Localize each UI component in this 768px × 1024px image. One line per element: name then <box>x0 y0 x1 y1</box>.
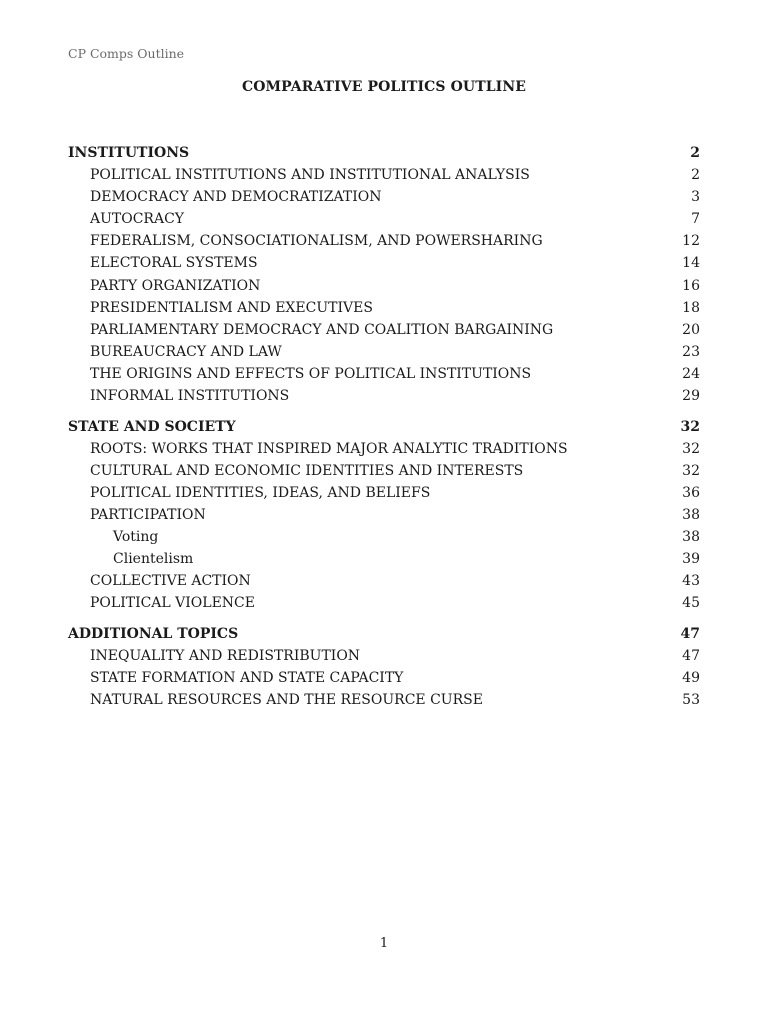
toc-entry-collective-action[interactable] <box>68 570 700 592</box>
toc-entry-page: 53 <box>682 692 700 709</box>
toc-entry-page: 32 <box>682 440 700 457</box>
toc-entry-page: 12 <box>682 233 700 250</box>
toc-entry-title: PARTY ORGANIZATION <box>90 277 261 294</box>
toc-entry-political-identities-ideas-and-beliefs[interactable] <box>68 482 700 504</box>
toc-entry-title: AUTOCRACY <box>90 211 185 228</box>
toc-entry-page: 23 <box>682 343 700 360</box>
toc-entry-title: INFORMAL INSTITUTIONS <box>90 388 290 405</box>
toc-entry-page: 39 <box>682 551 700 568</box>
running-header: CP Comps Outline <box>68 46 185 61</box>
toc-entry-presidentialism-and-executives[interactable] <box>68 297 700 319</box>
toc-entry-page: 36 <box>682 484 700 501</box>
toc-entry-page: 45 <box>682 595 700 612</box>
toc-entry-title: ELECTORAL SYSTEMS <box>90 255 258 272</box>
toc-entry-page: 2 <box>691 167 700 184</box>
toc-entry-the-origins-and-effects-of-political-institutions[interactable] <box>68 363 700 385</box>
toc-entry-party-organization[interactable] <box>68 275 700 297</box>
toc-entry-title: FEDERALISM, CONSOCIATIONALISM, AND POWERSHARING <box>90 233 543 250</box>
toc-entry-bureaucracy-and-law[interactable] <box>68 341 700 363</box>
toc-entry-title: THE ORIGINS AND EFFECTS OF POLITICAL INSTITUTIONS <box>90 365 532 382</box>
toc-entry-title: INSTITUTIONS <box>68 145 190 161</box>
toc-entry-title: COLLECTIVE ACTION <box>90 573 251 590</box>
toc-entry-page: 38 <box>682 507 700 523</box>
toc-entry-natural-resources-and-the-resource-curse[interactable] <box>68 689 700 711</box>
toc-entry-title: Clientelism <box>113 551 194 568</box>
toc-entry-title: DEMOCRACY AND DEMOCRATIZATION <box>90 189 382 206</box>
toc-heading-state-and-society[interactable] <box>68 416 700 438</box>
toc-entry-political-violence[interactable] <box>68 592 700 614</box>
toc-entry-page: 47 <box>682 648 700 665</box>
toc-entry-page: 32 <box>680 418 700 435</box>
toc-entry-page: 20 <box>682 321 700 338</box>
toc-section-additional-topics <box>68 623 700 711</box>
toc-entry-informal-institutions[interactable] <box>68 385 700 407</box>
toc-entry-title: NATURAL RESOURCES AND THE RESOURCE CURSE <box>90 692 483 709</box>
toc-entry-title: PRESIDENTIALISM AND EXECUTIVES <box>90 299 373 316</box>
toc-entry-page: 16 <box>682 277 700 294</box>
page-number: 1 <box>379 936 389 951</box>
toc-entry-page: 14 <box>682 255 700 272</box>
toc-entry-voting[interactable] <box>68 526 700 548</box>
toc-entry-roots-works-that-inspired-major-analytic-traditions[interactable] <box>68 438 700 460</box>
toc-entry-page: 43 <box>682 573 700 590</box>
toc-heading-additional-topics[interactable] <box>68 623 700 645</box>
toc-entry-title: POLITICAL IDENTITIES, IDEAS, AND BELIEFS <box>90 484 431 501</box>
toc-section-state-and-society <box>68 416 700 615</box>
toc-entry-page: 2 <box>690 145 700 161</box>
toc-entry-title: STATE FORMATION AND STATE CAPACITY <box>90 670 404 687</box>
toc-entry-title: BUREAUCRACY AND LAW <box>90 343 282 360</box>
toc-entry-title: STATE AND SOCIETY <box>68 418 236 435</box>
toc-entry-title: PARTICIPATION <box>90 507 206 523</box>
toc-entry-participation[interactable] <box>68 504 700 526</box>
toc-entry-cultural-and-economic-identities-and-interests[interactable] <box>68 460 700 482</box>
toc-entry-electoral-systems[interactable] <box>68 252 700 274</box>
toc-entry-political-institutions-and-institutional-analysis[interactable] <box>68 164 700 186</box>
toc-entry-inequality-and-redistribution[interactable] <box>68 645 700 667</box>
toc-entry-parliamentary-democracy-and-coalition-bargaining[interactable] <box>68 319 700 341</box>
toc-entry-page: 18 <box>682 299 700 316</box>
toc-entry-title: CULTURAL AND ECONOMIC IDENTITIES AND INTERESTS <box>90 462 524 479</box>
toc-entry-page: 49 <box>682 670 700 687</box>
toc-entry-clientelism[interactable] <box>68 548 700 570</box>
toc-entry-title: INEQUALITY AND REDISTRIBUTION <box>90 648 361 665</box>
toc-entry-page: 3 <box>691 189 700 206</box>
toc-entry-federalism-consociationalism-and-powersharing[interactable] <box>68 230 700 252</box>
toc-entry-title: PARLIAMENTARY DEMOCRACY AND COALITION BARGAINING <box>90 321 554 338</box>
toc-entry-page: 29 <box>682 388 700 405</box>
toc-entry-page: 32 <box>682 462 700 479</box>
toc-entry-title: POLITICAL INSTITUTIONS AND INSTITUTIONAL ANALYSIS <box>90 167 530 184</box>
toc-entry-title: Voting <box>113 529 159 546</box>
toc-entry-page: 24 <box>682 365 700 382</box>
toc-entry-title: ROOTS: WORKS THAT INSPIRED MAJOR ANALYTIC TRADITIONS <box>90 440 568 457</box>
page-title: COMPARATIVE POLITICS OUTLINE <box>241 79 526 95</box>
toc-entry-democracy-and-democratization[interactable] <box>68 186 700 208</box>
toc-entry-page: 7 <box>691 211 700 228</box>
table-of-contents <box>68 142 700 720</box>
toc-entry-autocracy[interactable] <box>68 208 700 230</box>
toc-entry-title: ADDITIONAL TOPICS <box>68 625 239 642</box>
toc-section-institutions <box>68 142 700 407</box>
toc-entry-page: 47 <box>680 625 700 642</box>
toc-entry-title: POLITICAL VIOLENCE <box>90 595 255 612</box>
toc-heading-institutions[interactable] <box>68 142 700 164</box>
toc-entry-page: 38 <box>682 529 700 546</box>
toc-entry-state-formation-and-state-capacity[interactable] <box>68 667 700 689</box>
